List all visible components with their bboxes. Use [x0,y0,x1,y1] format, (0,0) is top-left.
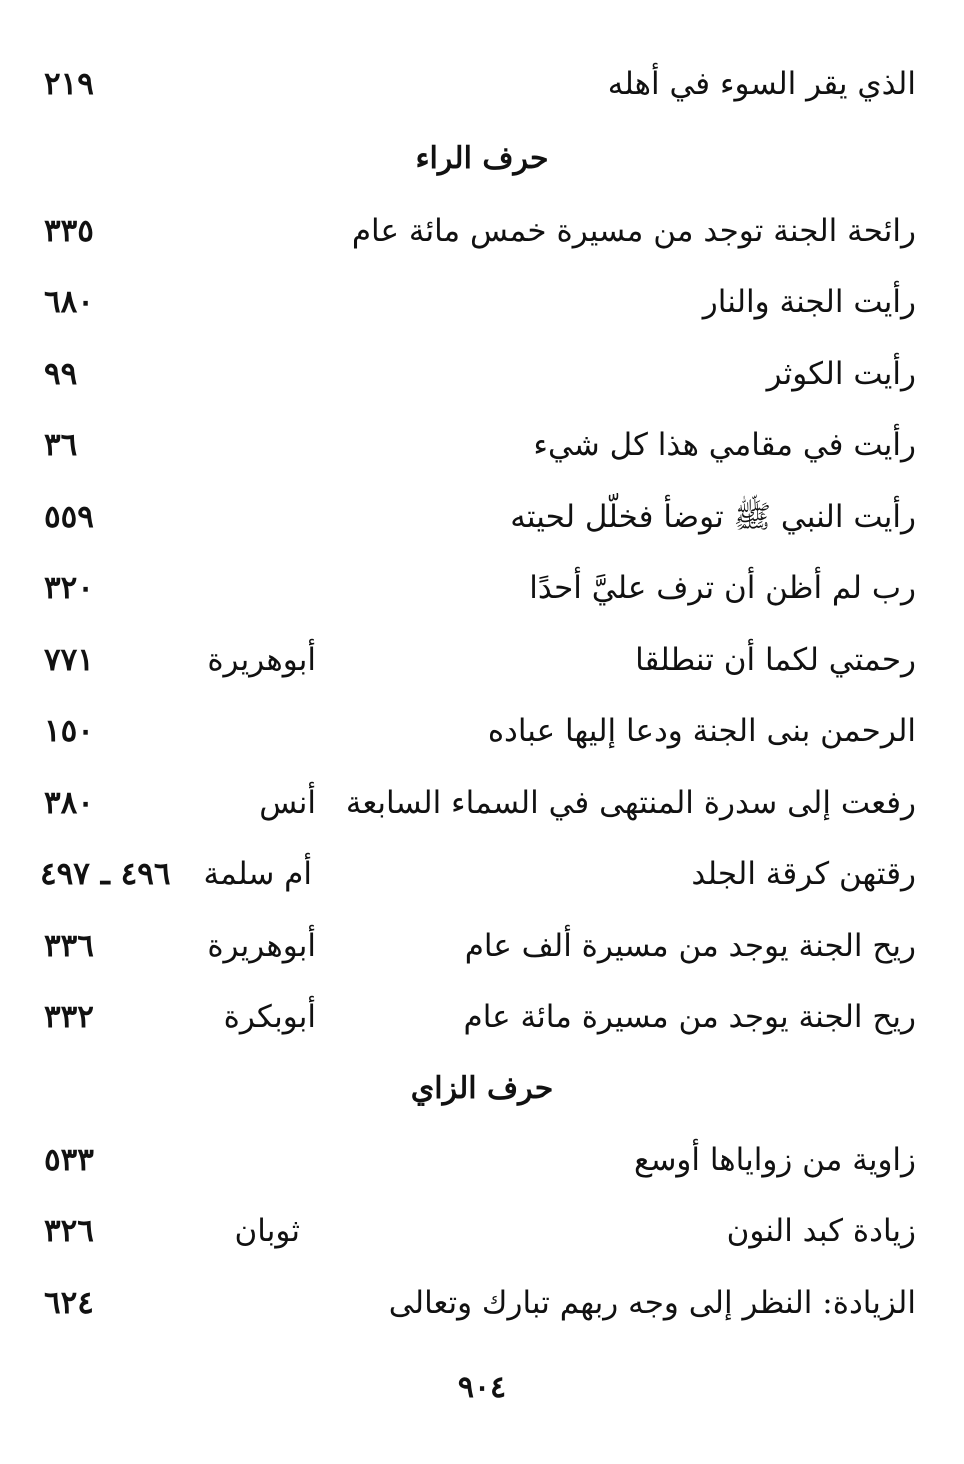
page-reference: ٩٩ [44,356,78,392]
hadith-text: رأيت الجنة والنار [702,284,916,320]
page-reference: ٥٣٣ [44,1142,94,1178]
list-item [0,203,964,259]
page-reference: ٣٨٠ [44,785,94,821]
hadith-text: رأيت النبي ﷺ توضأ فخلّل لحيته [510,499,916,535]
page-reference: ٤٩٦ ـ ٤٩٧ [40,856,171,892]
page-reference: ٥٥٩ [44,499,94,535]
section-heading-zay: حرف الزاي [410,1071,554,1106]
page-reference: ٦٢٤ [44,1285,94,1321]
section-heading-ra: حرف الراء [415,141,549,176]
hadith-text: الزيادة: النظر إلى وجه ربهم تبارك وتعالى [388,1285,916,1321]
list-item [0,1275,964,1331]
list-item [0,775,964,831]
hadith-text: الرحمن بنى الجنة ودعا إليها عباده [487,713,916,749]
list-item [0,1132,964,1188]
list-item [0,489,964,545]
narrator-name: أبوهريرة [207,928,316,964]
list-item [0,1203,964,1259]
hadith-text: رائحة الجنة توجد من مسيرة خمس مائة عام [351,213,916,249]
hadith-text: زيادة كبد النون [726,1213,916,1249]
list-item [0,703,964,759]
hadith-text: ريح الجنة يوجد من مسيرة مائة عام [463,999,916,1035]
hadith-text: رأيت الكوثر [766,356,916,392]
list-item [0,56,964,112]
hadith-text: زاوية من زواياها أوسع [633,1142,916,1178]
list-item [0,274,964,330]
narrator-name: أبوهريرة [207,642,316,678]
hadith-text: رفعت إلى سدرة المنتهى في السماء السابعة [345,785,916,821]
hadith-text: ريح الجنة يوجد من مسيرة ألف عام [464,928,916,964]
page-reference: ٣٦ [44,427,78,463]
page-number: ٩٠٤ [457,1370,507,1405]
list-item [0,632,964,688]
page-reference: ٣٢٠ [44,570,94,606]
narrator-name: أنس [259,785,316,821]
page-reference: ٣٣٢ [44,999,94,1035]
narrator-name: ثوبان [234,1213,300,1249]
page-reference: ٣٣٦ [44,928,94,964]
page-reference: ٧٧١ [44,642,94,678]
list-item [0,560,964,616]
page-reference: ٣٢٦ [44,1213,94,1249]
hadith-text: رقتهن كرقة الجلد [691,856,916,892]
hadith-text: رب لم أظن أن ترف عليَّ أحدًا [529,570,916,606]
hadith-text: رأيت في مقامي هذا كل شيء [533,427,916,463]
page-reference: ٢١٩ [44,66,94,102]
page-reference: ٦٨٠ [44,284,94,320]
hadith-text: الذي يقر السوء في أهله [607,66,916,102]
hadith-text: رحمتي لكما أن تنطلقا [635,642,916,678]
page-reference: ١٥٠ [44,713,94,749]
list-item [0,417,964,473]
narrator-name: أبوبكرة [223,999,316,1035]
list-item [0,846,964,902]
list-item [0,918,964,974]
list-item [0,346,964,402]
narrator-name: أم سلمة [203,856,312,892]
list-item [0,989,964,1045]
page-reference: ٣٣٥ [44,213,94,249]
